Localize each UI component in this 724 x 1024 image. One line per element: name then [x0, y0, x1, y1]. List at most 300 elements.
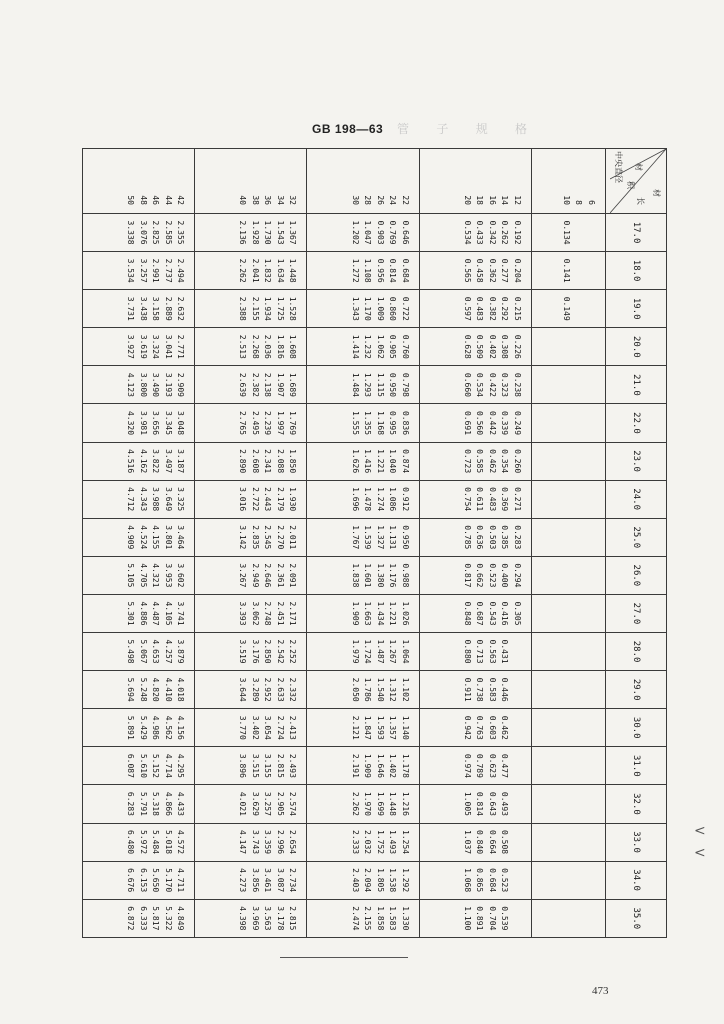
cell-value: 0.277	[500, 258, 510, 283]
cell-value: 2.835	[250, 525, 260, 550]
cell-value: 1.343	[350, 296, 360, 321]
cell-value: 2.474	[350, 906, 360, 931]
cell-value: 3.981	[138, 410, 148, 436]
cell-value: 6.333	[138, 906, 148, 931]
cell-value	[572, 901, 585, 936]
cell-value	[585, 558, 598, 593]
cell-value: 1.769	[288, 410, 298, 436]
value-cell	[307, 366, 419, 404]
cell-value: 3.048	[176, 410, 186, 436]
cell-value: 2.171	[288, 601, 298, 626]
cell-value: 0.817	[462, 563, 472, 588]
cell-value	[560, 825, 573, 860]
cell-value: 3.345	[163, 410, 173, 436]
cell-value: 4.410	[163, 677, 173, 702]
diameter-value: 50	[126, 195, 136, 205]
cell-value: 2.413	[288, 715, 298, 740]
cell-value: 1.593	[375, 715, 385, 740]
cell-value: 1.858	[375, 906, 385, 931]
value-cell	[307, 214, 419, 252]
cell-value: 0.543	[487, 601, 497, 626]
cell-value: 2.138	[263, 372, 273, 397]
value-cell	[307, 709, 419, 747]
cell-value: 4.320	[126, 410, 136, 436]
cell-value: 0.942	[462, 715, 472, 740]
cell-value: 1.543	[275, 220, 285, 245]
cell-value: 1.062	[375, 334, 385, 359]
diameter-value: 30	[350, 195, 360, 205]
cell-value: 2.495	[250, 410, 260, 436]
cell-value: 0.597	[462, 296, 472, 321]
cell-value: 1.493	[388, 830, 398, 855]
cell-value: 0.723	[462, 449, 472, 474]
cell-value: 3.602	[176, 563, 186, 588]
cell-value: 4.123	[126, 372, 136, 397]
cell-value: 4.273	[238, 868, 248, 893]
cell-value: 0.643	[487, 791, 497, 816]
cell-value: 3.359	[263, 830, 273, 855]
cell-value: 2.542	[275, 639, 285, 664]
cell-value: 0.789	[475, 753, 485, 778]
value-cell	[531, 366, 605, 404]
cell-value: 1.838	[350, 563, 360, 588]
cell-value: 1.907	[275, 372, 285, 397]
diameter-value: 46	[151, 195, 161, 205]
cell-value: 3.927	[126, 334, 136, 359]
cell-value	[572, 863, 585, 898]
cell-value: 5.650	[151, 868, 161, 893]
cell-value: 2.513	[238, 334, 248, 359]
cell-value: 0.763	[475, 715, 485, 740]
cell-value: 1.355	[363, 410, 373, 436]
cell-value: 0.646	[400, 220, 410, 245]
cell-value: 1.047	[363, 220, 373, 245]
value-cell	[83, 404, 195, 442]
cell-value: 4.714	[163, 753, 173, 778]
value-cell	[307, 785, 419, 823]
standard-code: GB 198—63	[312, 122, 384, 136]
column-header: 30.0	[606, 709, 667, 747]
diameter-value: 48	[138, 195, 148, 205]
cell-value: 1.026	[400, 601, 410, 626]
diameter-value: 32	[288, 195, 298, 205]
cell-value	[510, 825, 523, 860]
value-cell	[83, 861, 195, 899]
cell-value: 1.699	[375, 791, 385, 816]
cell-value: 4.705	[138, 563, 148, 588]
cell-value: 0.446	[500, 677, 510, 702]
cell-value: 1.178	[400, 753, 410, 778]
cell-value: 1.724	[363, 639, 373, 664]
cell-value: 3.534	[126, 258, 136, 283]
cell-value	[585, 672, 598, 707]
value-cell	[195, 442, 307, 480]
cell-value: 0.503	[487, 525, 497, 550]
cell-value: 0.891	[475, 906, 485, 931]
cell-value: 3.743	[250, 830, 260, 855]
value-cell	[531, 290, 605, 328]
diameter-value: 14	[500, 195, 510, 205]
value-cell	[307, 899, 419, 937]
cell-value: 3.731	[126, 296, 136, 321]
cell-value: 1.292	[400, 868, 410, 893]
cell-value: 1.232	[363, 334, 373, 359]
cell-value: 6.480	[126, 830, 136, 855]
cell-value: 0.305	[512, 601, 522, 626]
cell-value: 0.704	[487, 906, 497, 931]
cell-value: 4.155	[151, 525, 161, 550]
cell-value	[585, 748, 598, 783]
value-cell	[531, 556, 605, 594]
cell-value: 0.814	[475, 791, 485, 816]
cell-value: 1.357	[388, 715, 398, 740]
cell-value: 3.178	[275, 906, 285, 931]
cell-value	[560, 520, 573, 555]
cell-value: 3.041	[163, 334, 173, 359]
cell-value: 1.767	[350, 525, 360, 550]
value-cell	[307, 556, 419, 594]
cell-value: 2.585	[163, 220, 173, 245]
cell-value: 5.152	[151, 753, 161, 778]
cell-value: 0.433	[475, 220, 485, 245]
value-cell	[531, 214, 605, 252]
cell-value: 2.850	[263, 639, 273, 664]
cell-value: 0.493	[500, 791, 510, 816]
cell-value: 1.367	[288, 220, 298, 245]
cell-value: 3.629	[250, 791, 260, 816]
value-cell	[531, 404, 605, 442]
value-cell	[419, 785, 531, 823]
cell-value: 0.912	[400, 487, 410, 512]
value-cell	[531, 747, 605, 785]
cell-value: 0.354	[500, 449, 510, 474]
cell-value: 3.988	[151, 487, 161, 512]
value-cell	[195, 633, 307, 671]
cell-value: 1.102	[400, 677, 410, 702]
cell-value: 1.434	[375, 601, 385, 626]
cell-value: 2.722	[250, 487, 260, 512]
column-header: 35.0	[606, 899, 667, 937]
value-cell	[83, 556, 195, 594]
cell-value: 4.156	[176, 715, 186, 740]
cell-value: 5.498	[126, 639, 136, 664]
cell-value: 3.257	[138, 258, 148, 283]
value-cell	[419, 442, 531, 480]
value-cell	[195, 366, 307, 404]
cell-value	[585, 329, 598, 364]
cell-value	[510, 634, 523, 669]
cell-value: 4.487	[151, 601, 161, 626]
cell-value: 3.879	[176, 639, 186, 664]
cell-value	[572, 748, 585, 783]
cell-value: 3.338	[126, 220, 136, 245]
value-cell	[83, 747, 195, 785]
column-header: 17.0	[606, 214, 667, 252]
cell-value: 0.903	[375, 220, 385, 245]
cell-value	[585, 405, 598, 440]
cell-value: 1.528	[288, 296, 298, 321]
cell-value: 0.769	[388, 220, 398, 245]
cell-value	[560, 748, 573, 783]
cell-value: 0.905	[388, 334, 398, 359]
value-cell	[195, 747, 307, 785]
cell-value: 1.108	[363, 258, 373, 283]
cell-value	[572, 482, 585, 517]
cell-value: 2.815	[288, 906, 298, 931]
cell-value: 1.626	[350, 449, 360, 474]
cell-value: 1.272	[350, 258, 360, 283]
cell-value: 0.995	[388, 410, 398, 436]
cell-value: 3.402	[250, 715, 260, 740]
faint-header-text: 管 子 规 格	[397, 122, 540, 136]
cell-value: 0.814	[388, 258, 398, 283]
value-cell	[531, 518, 605, 556]
value-cell	[307, 633, 419, 671]
cell-value: 0.874	[400, 449, 410, 474]
cell-value: 4.018	[176, 677, 186, 702]
cell-value: 1.254	[400, 830, 410, 855]
value-cell	[307, 747, 419, 785]
cell-value	[510, 672, 523, 707]
cell-value: 1.539	[363, 525, 373, 550]
cell-value: 2.748	[263, 601, 273, 626]
column-header: 33.0	[606, 823, 667, 861]
cell-value: 2.041	[250, 258, 260, 283]
cell-value: 2.403	[350, 868, 360, 893]
cell-value: 6.676	[126, 868, 136, 893]
header-row	[606, 149, 667, 938]
cell-value: 1.832	[263, 258, 273, 283]
value-cell	[195, 252, 307, 290]
cell-value	[572, 558, 585, 593]
cell-value: 1.100	[462, 906, 472, 931]
cell-value: 3.644	[238, 677, 248, 702]
column-header: 31.0	[606, 747, 667, 785]
cell-value: 0.362	[487, 258, 497, 283]
cell-value: 1.131	[388, 525, 398, 550]
cell-value: 1.478	[363, 487, 373, 512]
diameter-value: 20	[462, 195, 472, 205]
value-cell	[83, 290, 195, 328]
cell-value: 0.283	[512, 525, 522, 550]
cell-value: 0.508	[500, 830, 510, 855]
cell-value: 1.115	[375, 372, 385, 397]
value-cell	[307, 594, 419, 632]
cell-value: 1.555	[350, 410, 360, 436]
cell-value	[585, 367, 598, 402]
cell-value: 2.094	[363, 868, 373, 893]
value-cell	[83, 785, 195, 823]
value-cell	[307, 518, 419, 556]
cell-value: 1.037	[462, 830, 472, 855]
cell-value: 1.601	[363, 563, 373, 588]
cell-value: 1.696	[350, 487, 360, 512]
corner-label-diameter: 中央直径	[614, 151, 623, 183]
cell-value	[572, 291, 585, 326]
cell-value: 4.986	[151, 715, 161, 740]
cell-value: 0.583	[487, 677, 497, 702]
cell-value: 3.741	[176, 601, 186, 626]
cell-value: 0.539	[500, 906, 510, 931]
column-header: 32.0	[606, 785, 667, 823]
cell-value: 1.330	[400, 906, 410, 931]
cell-value: 0.462	[500, 715, 510, 740]
cell-value: 1.850	[288, 449, 298, 474]
value-cell	[419, 214, 531, 252]
cell-value: 2.036	[263, 334, 273, 359]
cell-value: 1.221	[388, 601, 398, 626]
cell-value: 2.088	[275, 449, 285, 474]
value-cell	[531, 252, 605, 290]
cell-value: 0.684	[487, 868, 497, 893]
cell-value: 4.343	[138, 487, 148, 512]
cell-value: 3.649	[163, 487, 173, 512]
cell-value: 0.865	[475, 868, 485, 893]
diameter-value: 18	[475, 195, 485, 205]
cell-value: 3.076	[138, 220, 148, 245]
cell-value	[585, 444, 598, 479]
cell-value: 5.891	[126, 715, 136, 740]
cell-value	[585, 215, 598, 250]
rotated-table-frame	[82, 148, 667, 938]
cell-value: 3.257	[263, 791, 273, 816]
cell-value: 2.765	[238, 410, 248, 436]
cell-value: 0.534	[462, 220, 472, 245]
cell-value: 4.105	[163, 601, 173, 626]
cell-value: 1.634	[275, 258, 285, 283]
corner-label-length: 长	[636, 197, 645, 205]
value-cell	[531, 328, 605, 366]
column-header: 27.0	[606, 594, 667, 632]
diameter-value: 8	[574, 200, 584, 205]
cell-value: 1.040	[388, 449, 398, 474]
value-cell	[195, 290, 307, 328]
footer-rule	[280, 957, 408, 958]
cell-value: 1.068	[462, 868, 472, 893]
column-header: 24.0	[606, 480, 667, 518]
cell-value: 4.866	[163, 791, 173, 816]
cell-value: 3.438	[138, 296, 148, 321]
cell-value: 0.238	[512, 372, 522, 397]
cell-value: 2.252	[288, 639, 298, 664]
cell-value: 2.091	[288, 563, 298, 588]
cell-value: 0.462	[487, 449, 497, 474]
cell-value: 4.886	[138, 601, 148, 626]
cell-value	[560, 367, 573, 402]
cell-value: 3.856	[250, 868, 260, 893]
cell-value	[585, 253, 598, 288]
cell-value: 1.327	[375, 525, 385, 550]
cell-value	[572, 215, 585, 250]
cell-value	[572, 710, 585, 745]
cell-value: 2.050	[350, 677, 360, 702]
cell-value: 0.339	[500, 410, 510, 436]
cell-value: 4.147	[238, 830, 248, 855]
column-header: 22.0	[606, 404, 667, 442]
cell-value: 2.388	[238, 296, 248, 321]
cell-value: 0.713	[475, 639, 485, 664]
diameter-value: 44	[163, 195, 173, 205]
cell-value: 1.730	[263, 220, 273, 245]
cell-value: 0.611	[475, 487, 485, 512]
cell-value: 2.136	[238, 220, 248, 245]
diameter-value: 26	[375, 195, 385, 205]
cell-value	[572, 444, 585, 479]
value-cell	[83, 480, 195, 518]
cell-value: 1.005	[462, 791, 472, 816]
value-cell	[195, 785, 307, 823]
cell-value	[560, 672, 573, 707]
cell-value: 6.087	[126, 753, 136, 778]
column-header: 19.0	[606, 290, 667, 328]
cell-value: 0.523	[500, 868, 510, 893]
value-cell	[419, 861, 531, 899]
value-cell	[419, 252, 531, 290]
cell-value: 2.262	[350, 791, 360, 816]
diameter-cell	[419, 149, 531, 214]
cell-value	[560, 329, 573, 364]
cell-value: 0.483	[475, 296, 485, 321]
cell-value: 0.483	[487, 487, 497, 512]
cell-value: 1.267	[388, 639, 398, 664]
corner-label-top: 材	[652, 189, 661, 197]
table-row	[195, 149, 307, 938]
value-cell	[195, 899, 307, 937]
cell-value: 3.267	[238, 563, 248, 588]
value-cell	[195, 709, 307, 747]
column-header: 18.0	[606, 252, 667, 290]
cell-value: 3.519	[238, 639, 248, 664]
cell-value	[510, 863, 523, 898]
cell-value: 0.623	[487, 753, 497, 778]
value-cell	[83, 214, 195, 252]
cell-value: 2.905	[275, 791, 285, 816]
value-cell	[531, 480, 605, 518]
value-cell	[195, 214, 307, 252]
cell-value: 2.633	[275, 677, 285, 702]
cell-value: 2.734	[288, 868, 298, 893]
cell-value: 0.477	[500, 753, 510, 778]
cell-value: 2.239	[263, 410, 273, 436]
cell-value: 0.722	[400, 296, 410, 321]
cell-value: 2.341	[263, 449, 273, 474]
value-cell	[307, 480, 419, 518]
column-header: 25.0	[606, 518, 667, 556]
cell-value: 2.355	[176, 220, 186, 245]
cell-value: 3.016	[238, 487, 248, 512]
margin-marks: < <	[694, 823, 706, 861]
diameter-value: 40	[238, 195, 248, 205]
cell-value: 2.724	[275, 715, 285, 740]
cell-value	[560, 558, 573, 593]
cell-value	[585, 291, 598, 326]
cell-value: 1.202	[350, 220, 360, 245]
cell-value: 6.872	[126, 906, 136, 931]
cell-value	[572, 253, 585, 288]
diameter-value: 16	[487, 195, 497, 205]
value-cell	[419, 747, 531, 785]
cell-value: 5.018	[163, 830, 173, 855]
cell-value: 2.382	[250, 372, 260, 397]
cell-value: 0.565	[462, 258, 472, 283]
corner-label-area: 积	[626, 181, 635, 189]
cell-value: 3.193	[163, 372, 173, 397]
cell-value: 3.969	[250, 906, 260, 931]
cell-value: 0.911	[462, 677, 472, 702]
cell-value: 3.656	[151, 410, 161, 436]
cell-value	[560, 405, 573, 440]
value-cell	[83, 366, 195, 404]
